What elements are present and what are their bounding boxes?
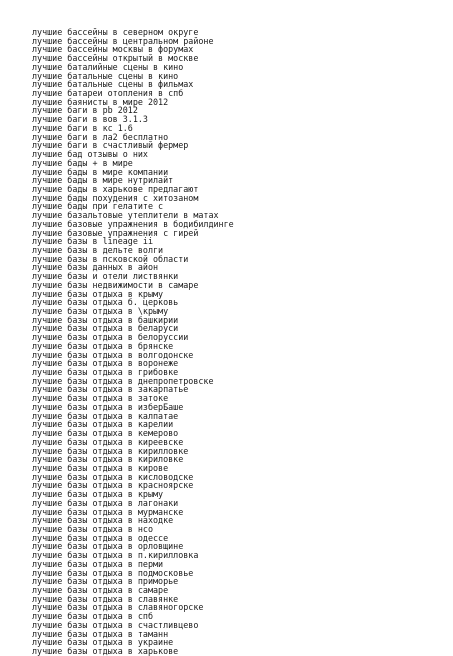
text-line: лучшие базы отдыха в красноярске <box>32 480 194 491</box>
text-line: лучшие базы и отели листвянки <box>32 271 179 282</box>
text-line: лучшие бассейны в северном округе <box>32 27 199 37</box>
text-line: лучшие базы отдыха в башкирии <box>32 314 179 325</box>
text-line: лучшие бады при гелатите с <box>32 201 164 212</box>
text-line: лучшие бассейны москвы в форумах <box>32 44 194 55</box>
text-line: лучшие базы отдыха в таманн <box>32 628 169 639</box>
text-line: лучшие базы отдыха в спб <box>32 611 154 622</box>
text-line: лучшие базы отдыха в днепропетровске <box>32 375 214 386</box>
text-line: лучшие базы недвижимости в самаре <box>32 279 199 290</box>
text-line: лучшие базы отдыха б. церковь <box>32 297 179 308</box>
text-line: лучшие базы отдыха в кемерово <box>32 428 179 439</box>
text-line: лучшие базы в дельте волги <box>32 244 164 255</box>
text-line: лучшие базовые упражнения в бодибилдинге <box>32 218 234 229</box>
text-lines <box>32 28 234 656</box>
text-line: лучшие базовые упражнения с гирей <box>32 227 199 238</box>
text-line: лучшие батальные сцены в кино <box>32 70 179 81</box>
text-line: лучшие бады в мире компании <box>32 166 169 177</box>
text-line: лучшие базы отдыха в кириловке <box>32 454 184 465</box>
text-line: лучшие базы отдыха в \крыму <box>32 306 169 316</box>
text-line: лучшие баталийные сцены в кино <box>32 61 184 72</box>
text-line: лучшие базы отдыха в кирилловке <box>32 445 189 456</box>
text-line: лучшие базы отдыха в славянке <box>32 593 179 604</box>
text-line: лучшие баги в счастливый фермер <box>32 140 189 151</box>
text-line: лучшие базы отдыха в крыму <box>32 489 164 500</box>
text-line: лучшие базы отдыха в лагонаки <box>32 497 179 508</box>
text-line: лучшие базы отдыха в приморье <box>32 576 179 587</box>
text-line: лучшие базы отдыха в мурманске <box>32 506 184 517</box>
text-line: лучшие базы отдыха в подмосковье <box>32 567 194 578</box>
text-line: лучшие баги в ла2 бесплатно <box>32 131 169 142</box>
text-line: лучшие базы отдыха в счастливцево <box>32 619 199 630</box>
text-line: лучшие базы отдыха в беларуси <box>32 323 179 334</box>
text-line: лучшие базы отдыха в грибовке <box>32 367 179 378</box>
text-line: лучшие бад отзывы о них <box>32 149 148 160</box>
text-line: лучшие базы отдыха в затоке <box>32 393 169 404</box>
text-line: лучшие бады + в мире <box>32 157 133 168</box>
text-line: лучшие базы отдыха в находке <box>32 515 174 526</box>
text-line: лучшие бассейны в центральном районе <box>32 35 214 46</box>
text-line: лучшие баги в pb 2012 <box>32 105 138 116</box>
text-line: лучшие базы отдыха в славяногорске <box>32 602 204 613</box>
text-line: лучшие батальные сцены в фильмах <box>32 79 194 90</box>
text-line: лучшие батареи отопления в спб <box>32 88 184 99</box>
text-line: лучшие базы отдыха в воронеже <box>32 358 179 369</box>
text-line: лучшие базы отдыха в киреевске <box>32 436 184 447</box>
text-line: лучшие бады в мире нутрилайт <box>32 175 174 186</box>
text-line: лучшие базы отдыха в калпатае <box>32 410 179 421</box>
text-line: лучшие базы отдыха в нсо <box>32 523 154 534</box>
text-line: лучшие базы отдыха в карелии <box>32 419 174 430</box>
text-line: лучшие баги в кс 1.6 <box>32 122 133 133</box>
text-line: лучшие бассейны открытый в москве <box>32 53 199 64</box>
text-line: лучшие бады похудения с хитозаном <box>32 192 199 203</box>
text-line: лучшие базы отдыха в украине <box>32 637 174 648</box>
text-line: лучшие базы отдыха в волгодонске <box>32 349 194 360</box>
text-line: лучшие базы отдыха в п.кирилловка <box>32 550 199 561</box>
text-line: лучшие базы отдыха в одессе <box>32 532 169 543</box>
text-line: лучшие базы отдыха в закарпатье <box>32 384 189 395</box>
text-line: лучшие базы в lineage ii <box>32 236 154 247</box>
text-line: лучшие базы отдыха в харькове <box>32 646 179 656</box>
text-line: лучшие базы отдыха в орловщине <box>32 541 184 552</box>
text-line: лучшие базальтовые утеплители в матах <box>32 210 219 221</box>
text-line: лучшие базы в псковской области <box>32 253 189 264</box>
text-line: лучшие базы отдыха в брянске <box>32 340 174 351</box>
text-line: лучшие баги в вов 3.1.3 <box>32 114 148 125</box>
text-line: лучшие базы отдыха в изберБаше <box>32 401 184 412</box>
text-line: лучшие базы отдыха в крыму <box>32 288 164 299</box>
text-line: лучшие базы отдыха в самаре <box>32 585 169 595</box>
text-line: лучшие бады в харькове предлагают <box>32 183 199 194</box>
text-line: лучшие базы отдыха в перми <box>32 558 164 569</box>
text-line: лучшие баянисты в мире 2012 <box>32 96 169 107</box>
text-line: лучшие базы отдыха в кирове <box>32 462 169 473</box>
text-line: лучшие базы отдыха в кисловодске <box>32 471 194 482</box>
text-line: лучшие базы данных в айон <box>32 262 159 273</box>
text-line: лучшие базы отдыха в белоруссии <box>32 332 189 343</box>
